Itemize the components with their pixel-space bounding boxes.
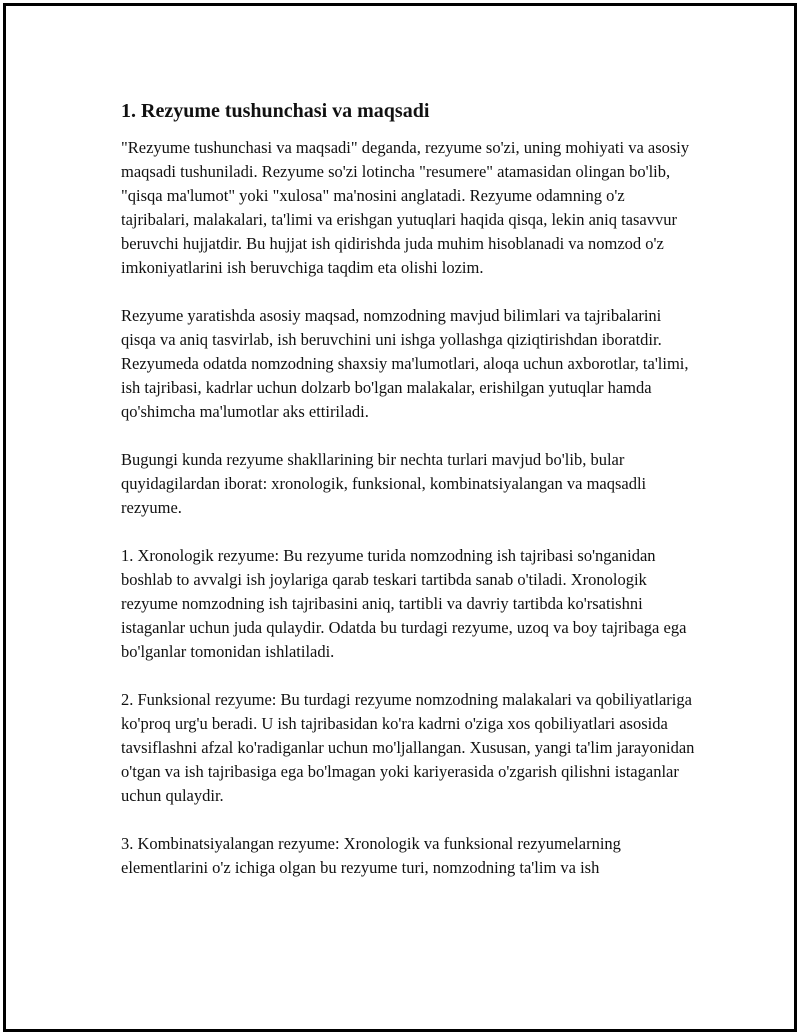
paragraph-chronological: 1. Xronologik rezyume: Bu rezyume turida nomzodning ish tajribasi so'nganidan boshlab to avvalgi ish joylariga qarab teskari tartibda sanab o'tiladi. Xronologik rezyume nomzodning ish tajribasini aniq, tartibli va davriy tartibda ko'rsatishni istaganlar uchun juda qulaydir. Odatda bu turdagi rezyume, uzoq va boy tajribaga ega bo'lganlar tomonidan ishlatiladi. <box>121 546 687 661</box>
paragraph-functional: 2. Funksional rezyume: Bu turdagi rezyume nomzodning malakalari va qobiliyatlariga ko'proq urg'u beradi. U ish tajribasidan ko'ra kadrni o'ziga xos qobiliyatlari asosida tavsiflashni afzal ko'radiganlar uchun mo'ljallangan. Xususan, yangi ta'lim jarayonidan o'tgan va ish tajribasiga ega bo'lmagan yoki kariyerasida o'zgarish qilishni istaganlar uchun qulaydir. <box>121 690 695 805</box>
page-frame <box>3 3 797 1032</box>
document-body <box>121 98 696 904</box>
paragraph-types-intro: Bugungi kunda rezyume shakllarining bir nechta turlari mavjud bo'lib, bular quyidagilardan iborat: xronologik, funksional, kombinatsiyalangan va maqsadli rezyume. <box>121 450 647 517</box>
paragraph-purpose: Rezyume yaratishda asosiy maqsad, nomzodning mavjud bilimlari va tajribalarini qisqa va aniq tasvirlab, ish beruvchini uni ishga yollashga qiziqtirishdan iboratdir. Rezyumeda odatda nomzodning shaxsiy ma'lumotlari, aloqa uchun axborotlar, ta'limi, ish tajribasi, kadrlar uchun dolzarb bo'lgan malakalar, erishilgan yutuqlar hamda qo'shimcha ma'lumotlar aks ettiriladi. <box>121 306 689 421</box>
paragraph-definition: "Rezyume tushunchasi va maqsadi" deganda, rezyume so'zi, uning mohiyati va asosiy maqsadi tushuniladi. Rezyume so'zi lotincha "resumere" atamasidan olingan bo'lib, "qisqa ma'lumot" yoki "xulosa" ma'nosini anglatadi. Rezyume odamning o'z tajribalari, malakalari, ta'limi va erishgan yutuqlari haqida qisqa, lekin aniq tasavvur beruvchi hujjatdir. Bu hujjat ish qidirishda juda muhim hisoblanadi va nomzod o'z imkoniyatlarini ish beruvchiga taqdim eta olishi lozim. <box>121 138 690 277</box>
paragraph-combined: 3. Kombinatsiyalangan rezyume: Xronologik va funksional rezyumelarning elementlarini o'z ichiga olgan bu rezyume turi, nomzodning ta'lim va ish <box>121 834 621 877</box>
section-heading: 1. Rezyume tushunchasi va maqsadi <box>121 100 430 122</box>
